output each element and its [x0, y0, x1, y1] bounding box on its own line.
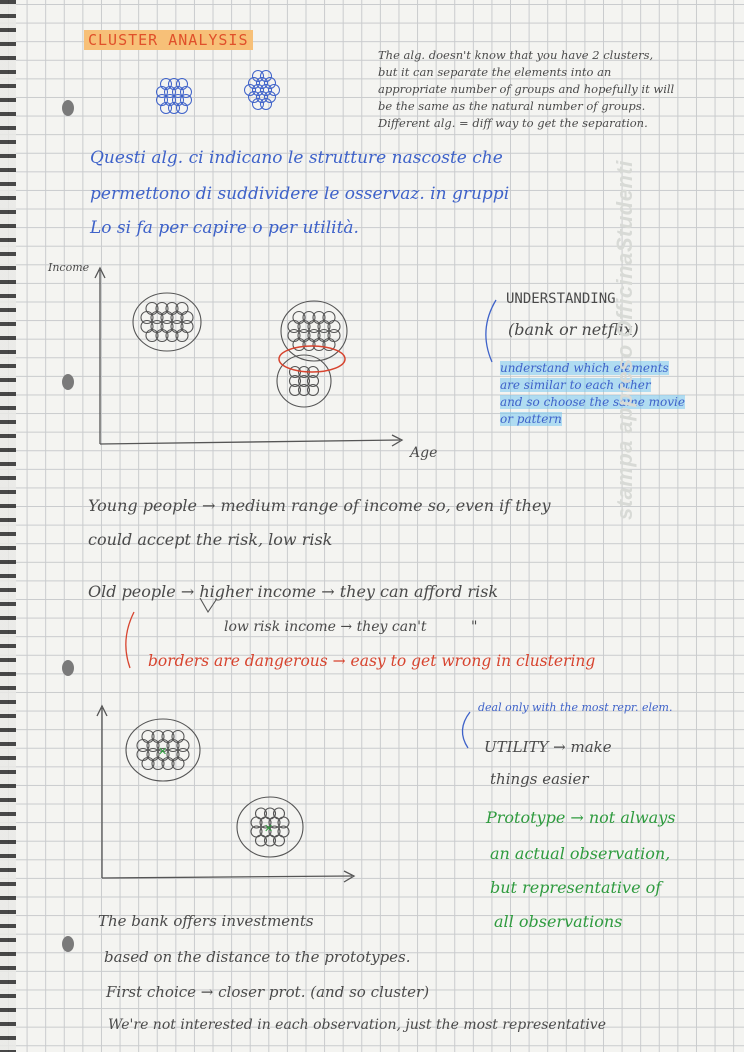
chart2-axes — [97, 706, 354, 882]
understanding-note: understand which elements are similar to each other and so choose the same movie or pattern — [500, 361, 685, 426]
prototype-line: but representative of — [490, 878, 662, 897]
utility-bracket — [462, 712, 470, 748]
old-line: Old people → higher income → they can afford risk — [88, 582, 499, 601]
utility-line: UTILITY → make — [484, 738, 612, 756]
bank-line: The bank offers investments — [98, 912, 314, 930]
sketch-cluster-small — [245, 71, 280, 110]
chart2-cluster-1 — [126, 719, 200, 781]
red-brace — [126, 612, 134, 668]
svg-text:✕: ✕ — [158, 745, 168, 758]
chart1-x-label: Age — [410, 445, 438, 461]
understanding-heading: UNDERSTANDING — [506, 291, 616, 307]
understanding-bracket — [486, 300, 496, 362]
chart1-y-label: Income — [48, 261, 90, 274]
young-line: could accept the risk, low risk — [88, 530, 333, 549]
prototype-line: Prototype → not always — [486, 808, 676, 827]
prototype-line: an actual observation, — [490, 844, 671, 863]
chart1-axes — [95, 268, 402, 446]
bank-line: We're not interested in each observation, just the most representative — [108, 1017, 606, 1033]
chart1-cluster-young — [133, 293, 201, 351]
sketch-cluster-small — [157, 79, 192, 114]
old-line: low risk income → they can't " — [224, 619, 478, 635]
borders-line: borders are dangerous → easy to get wrong in clustering — [148, 652, 596, 670]
intro-note: The alg. doesn't know that you have 2 clusters, but it can separate the elements into an appropriate number of groups and hopefully it will be the same as the natural number of groups. Different alg. = diff way to get the separation. — [378, 48, 675, 130]
italian-line: Questi alg. ci indicano le strutture nascoste che — [90, 148, 503, 168]
italian-line: permettono di suddividere le osservaz. in gruppi — [90, 184, 510, 204]
understanding-example: (bank or netflix) — [508, 320, 639, 339]
young-line: Young people → medium range of income so, even if they — [88, 496, 551, 515]
bank-line: based on the distance to the prototypes. — [104, 948, 411, 966]
utility-blue-note: deal only with the most repr. elem. — [478, 701, 673, 714]
svg-text:✕: ✕ — [264, 822, 274, 835]
chart1-cluster-old — [277, 301, 347, 407]
utility-line: things easier — [490, 770, 589, 788]
italian-line: Lo si fa per capire o per utilità. — [90, 218, 359, 238]
page-title: CLUSTER ANALYSIS — [84, 30, 253, 50]
bank-line: First choice → closer prot. (and so cluster) — [106, 983, 430, 1001]
chart2-cluster-2 — [237, 797, 303, 857]
prototype-line: all observations — [494, 912, 623, 931]
watermark: stampa appreso OfficinaStudenti — [612, 160, 637, 520]
